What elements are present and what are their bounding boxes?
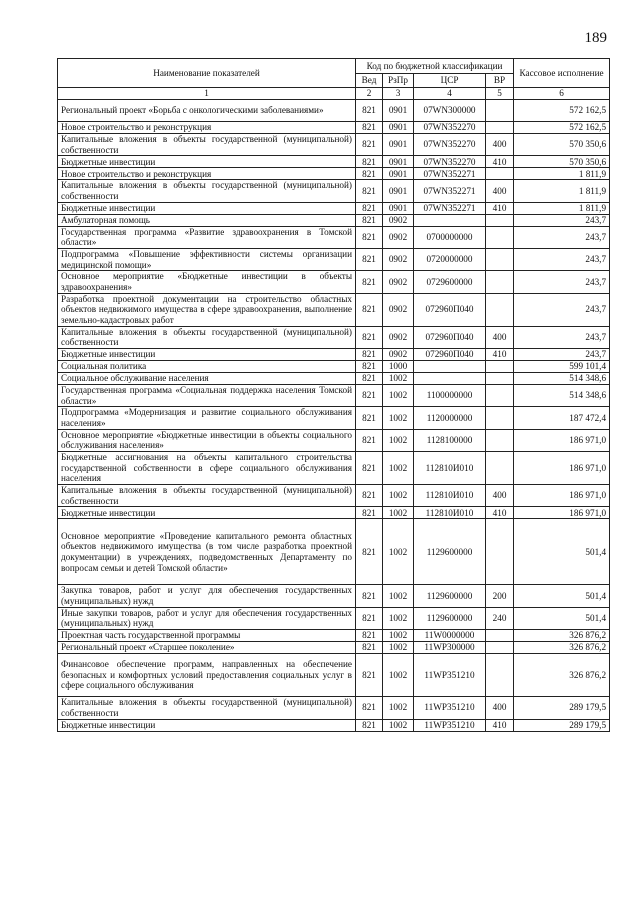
header-indicator-name: Наименование показателей [58,59,356,88]
row-amount: 186 971,0 [514,429,610,451]
page-number: 189 [584,30,607,46]
table-row [58,226,610,248]
row-vr [486,642,514,654]
row-vr [486,361,514,373]
row-rzpr: 0901 [383,122,414,134]
table-row [58,293,610,326]
row-ved: 821 [356,156,383,168]
row-amount: 186 971,0 [514,485,610,507]
row-vr: 400 [486,485,514,507]
row-csr: 1129600000 [414,607,486,629]
table-row [58,134,610,156]
row-name: Капитальные вложения в объекты государственной (муниципальной) собственности [58,485,356,507]
row-csr: 07WN352271 [414,180,486,202]
row-amount: 326 876,2 [514,630,610,642]
table-row [58,100,610,122]
table-row [58,407,610,429]
column-number: 4 [414,88,486,100]
row-amount: 243,7 [514,214,610,226]
row-rzpr: 1002 [383,719,414,731]
row-csr: 07WN352270 [414,156,486,168]
row-vr [486,630,514,642]
row-vr: 410 [486,507,514,519]
row-csr [414,361,486,373]
row-csr: 07WN352270 [414,122,486,134]
row-amount: 243,7 [514,249,610,271]
row-ved: 821 [356,202,383,214]
row-vr [486,214,514,226]
row-ved: 821 [356,452,383,485]
table-row [58,585,610,607]
table-row [58,361,610,373]
row-csr: 1120000000 [414,407,486,429]
row-rzpr: 1002 [383,452,414,485]
row-csr: 1128100000 [414,429,486,451]
row-vr [486,293,514,326]
row-amount: 243,7 [514,293,610,326]
row-amount: 187 472,4 [514,407,610,429]
row-name: Бюджетные инвестиции [58,156,356,168]
row-vr: 400 [486,134,514,156]
row-vr [486,122,514,134]
row-csr: 0700000000 [414,226,486,248]
row-amount: 572 162,5 [514,122,610,134]
row-rzpr: 0901 [383,100,414,122]
column-number: 3 [383,88,414,100]
row-ved: 821 [356,697,383,719]
row-vr: 410 [486,202,514,214]
row-name: Подпрограмма «Повышение эффективности системы организации медицинской помощи» [58,249,356,271]
row-vr [486,452,514,485]
header-vr: ВР [486,74,514,88]
row-rzpr: 0902 [383,349,414,361]
row-csr: 072960П040 [414,349,486,361]
row-csr: 07WN352271 [414,202,486,214]
row-amount: 570 350,6 [514,134,610,156]
header-ved: Вед [356,74,383,88]
table-row [58,630,610,642]
row-rzpr: 1000 [383,361,414,373]
row-name: Новое строительство и реконструкция [58,168,356,180]
table-row [58,385,610,407]
row-rzpr: 0902 [383,249,414,271]
row-vr [486,654,514,697]
row-csr: 112810И010 [414,507,486,519]
row-name: Подпрограмма «Модернизация и развитие социального обслуживания населения» [58,407,356,429]
row-ved: 821 [356,407,383,429]
row-rzpr: 0901 [383,180,414,202]
row-ved: 821 [356,100,383,122]
row-csr: 11WP351210 [414,719,486,731]
row-ved: 821 [356,519,383,585]
row-vr [486,385,514,407]
row-rzpr: 1002 [383,385,414,407]
row-amount: 326 876,2 [514,654,610,697]
row-amount: 1 811,9 [514,202,610,214]
header-rzpr: РзПр [383,74,414,88]
row-csr: 11WP351210 [414,697,486,719]
row-rzpr: 1002 [383,607,414,629]
row-rzpr: 1002 [383,519,414,585]
row-name: Финансовое обеспечение программ, направленных на обеспечение безопасных и комфортных условий предоставления социальных услуг в сфере социального обслуживания [58,654,356,697]
row-vr [486,519,514,585]
row-amount: 570 350,6 [514,156,610,168]
row-vr: 410 [486,156,514,168]
row-rzpr: 1002 [383,697,414,719]
row-rzpr: 0902 [383,214,414,226]
row-ved: 821 [356,134,383,156]
row-rzpr: 0902 [383,271,414,293]
row-vr [486,226,514,248]
row-rzpr: 0901 [383,156,414,168]
row-vr: 200 [486,585,514,607]
row-amount: 243,7 [514,349,610,361]
row-rzpr: 1002 [383,585,414,607]
row-name: Государственная программа «Социальная поддержка населения Томской области» [58,385,356,407]
row-amount: 243,7 [514,326,610,348]
row-amount: 599 101,4 [514,361,610,373]
row-ved: 821 [356,168,383,180]
row-name: Социальное обслуживание населения [58,373,356,385]
table-row [58,642,610,654]
header-budget-classification-code: Код по бюджетной классификации [356,59,514,74]
row-amount: 501,4 [514,519,610,585]
row-csr: 072960П040 [414,326,486,348]
row-amount: 1 811,9 [514,168,610,180]
row-vr: 410 [486,349,514,361]
row-amount: 326 876,2 [514,642,610,654]
row-csr: 072960П040 [414,293,486,326]
row-amount: 501,4 [514,607,610,629]
row-name: Основное мероприятие «Бюджетные инвестиции в объекты социального обслуживания населения» [58,429,356,451]
row-ved: 821 [356,214,383,226]
table-row [58,507,610,519]
row-ved: 821 [356,607,383,629]
row-rzpr: 0902 [383,326,414,348]
table-row [58,654,610,697]
row-vr [486,249,514,271]
row-ved: 821 [356,326,383,348]
row-ved: 821 [356,361,383,373]
table-row [58,519,610,585]
row-name: Основное мероприятие «Бюджетные инвестиции в объекты здравоохранения» [58,271,356,293]
row-vr: 410 [486,719,514,731]
row-csr: 07WN352271 [414,168,486,180]
table-row [58,214,610,226]
row-csr: 07WN352270 [414,134,486,156]
row-rzpr: 1002 [383,407,414,429]
row-name: Региональный проект «Борьба с онкологическими заболеваниями» [58,100,356,122]
row-name: Капитальные вложения в объекты государственной (муниципальной) собственности [58,134,356,156]
row-name: Бюджетные инвестиции [58,349,356,361]
table-row [58,485,610,507]
row-csr: 11WP351210 [414,654,486,697]
row-rzpr: 1002 [383,373,414,385]
row-name: Бюджетные инвестиции [58,202,356,214]
row-rzpr: 0901 [383,202,414,214]
table-row [58,168,610,180]
row-ved: 821 [356,429,383,451]
row-ved: 821 [356,630,383,642]
column-number: 2 [356,88,383,100]
row-amount: 1 811,9 [514,180,610,202]
row-ved: 821 [356,585,383,607]
row-amount: 501,4 [514,585,610,607]
table-row [58,156,610,168]
row-ved: 821 [356,385,383,407]
row-ved: 821 [356,122,383,134]
row-ved: 821 [356,719,383,731]
row-ved: 821 [356,249,383,271]
row-csr: 0720000000 [414,249,486,271]
row-name: Разработка проектной документации на строительство областных объектов недвижимого имущества в сфере здравоохранения, выполнение земельно-кадастровых работ [58,293,356,326]
table-row [58,122,610,134]
row-ved: 821 [356,654,383,697]
column-number: 5 [486,88,514,100]
row-ved: 821 [356,180,383,202]
row-name: Амбулаторная помощь [58,214,356,226]
row-csr: 1129600000 [414,519,486,585]
row-rzpr: 0901 [383,168,414,180]
budget-execution-table [57,58,610,732]
table-row [58,180,610,202]
row-name: Капитальные вложения в объекты государственной (муниципальной) собственности [58,180,356,202]
column-number: 1 [58,88,356,100]
row-vr: 400 [486,697,514,719]
table-row [58,607,610,629]
row-amount: 289 179,5 [514,719,610,731]
row-amount: 572 162,5 [514,100,610,122]
table-row [58,202,610,214]
table-row [58,452,610,485]
row-amount: 514 348,6 [514,373,610,385]
row-vr [486,407,514,429]
row-name: Основное мероприятие «Проведение капитального ремонта областных объектов недвижимого имущества (в том числе разработка проектной документации) в учреждениях, подведомственных Департаменту по вопросам семьи и детей Томской области» [58,519,356,585]
row-amount: 289 179,5 [514,697,610,719]
row-csr: 112810И010 [414,452,486,485]
row-ved: 821 [356,226,383,248]
row-ved: 821 [356,373,383,385]
row-vr [486,168,514,180]
table-row [58,697,610,719]
row-ved: 821 [356,642,383,654]
row-name: Иные закупки товаров, работ и услуг для обеспечения государственных (муниципальных) нужд [58,607,356,629]
row-vr: 400 [486,180,514,202]
row-vr [486,271,514,293]
row-name: Новое строительство и реконструкция [58,122,356,134]
row-rzpr: 0901 [383,134,414,156]
row-name: Проектная часть государственной программы [58,630,356,642]
row-rzpr: 1002 [383,642,414,654]
row-vr: 400 [486,326,514,348]
row-rzpr: 1002 [383,630,414,642]
table-row [58,326,610,348]
table-row [58,249,610,271]
row-csr: 112810И010 [414,485,486,507]
row-csr: 0729600000 [414,271,486,293]
row-name: Бюджетные ассигнования на объекты капитального строительства государственной собственности в сфере социального обслуживания населения [58,452,356,485]
row-name: Бюджетные инвестиции [58,507,356,519]
row-amount: 186 971,0 [514,507,610,519]
row-rzpr: 0902 [383,226,414,248]
row-rzpr: 1002 [383,429,414,451]
row-name: Социальная политика [58,361,356,373]
table-row [58,719,610,731]
row-vr [486,429,514,451]
row-name: Капитальные вложения в объекты государственной (муниципальной) собственности [58,697,356,719]
row-ved: 821 [356,507,383,519]
row-name: Капитальные вложения в объекты государственной (муниципальной) собственности [58,326,356,348]
row-name: Закупка товаров, работ и услуг для обеспечения государственных (муниципальных) нужд [58,585,356,607]
row-csr [414,373,486,385]
row-csr: 1100000000 [414,385,486,407]
row-rzpr: 1002 [383,654,414,697]
row-amount: 186 971,0 [514,452,610,485]
table-row [58,429,610,451]
row-csr: 11WP300000 [414,642,486,654]
row-ved: 821 [356,271,383,293]
row-csr: 07WN300000 [414,100,486,122]
row-vr [486,373,514,385]
row-ved: 821 [356,293,383,326]
row-amount: 243,7 [514,271,610,293]
row-vr: 240 [486,607,514,629]
row-name: Государственная программа «Развитие здравоохранения в Томской области» [58,226,356,248]
table-row [58,373,610,385]
row-ved: 821 [356,349,383,361]
row-amount: 514 348,6 [514,385,610,407]
row-name: Региональный проект «Старшее поколение» [58,642,356,654]
row-name: Бюджетные инвестиции [58,719,356,731]
header-cash-execution: Кассовое исполнение [514,59,610,88]
row-vr [486,100,514,122]
row-rzpr: 1002 [383,507,414,519]
table-row [58,349,610,361]
column-number-row [58,88,610,100]
table-row [58,271,610,293]
row-csr [414,214,486,226]
row-rzpr: 1002 [383,485,414,507]
header-csr: ЦСР [414,74,486,88]
row-amount: 243,7 [514,226,610,248]
column-number: 6 [514,88,610,100]
row-ved: 821 [356,485,383,507]
row-csr: 11W0000000 [414,630,486,642]
row-csr: 1129600000 [414,585,486,607]
row-rzpr: 0902 [383,293,414,326]
